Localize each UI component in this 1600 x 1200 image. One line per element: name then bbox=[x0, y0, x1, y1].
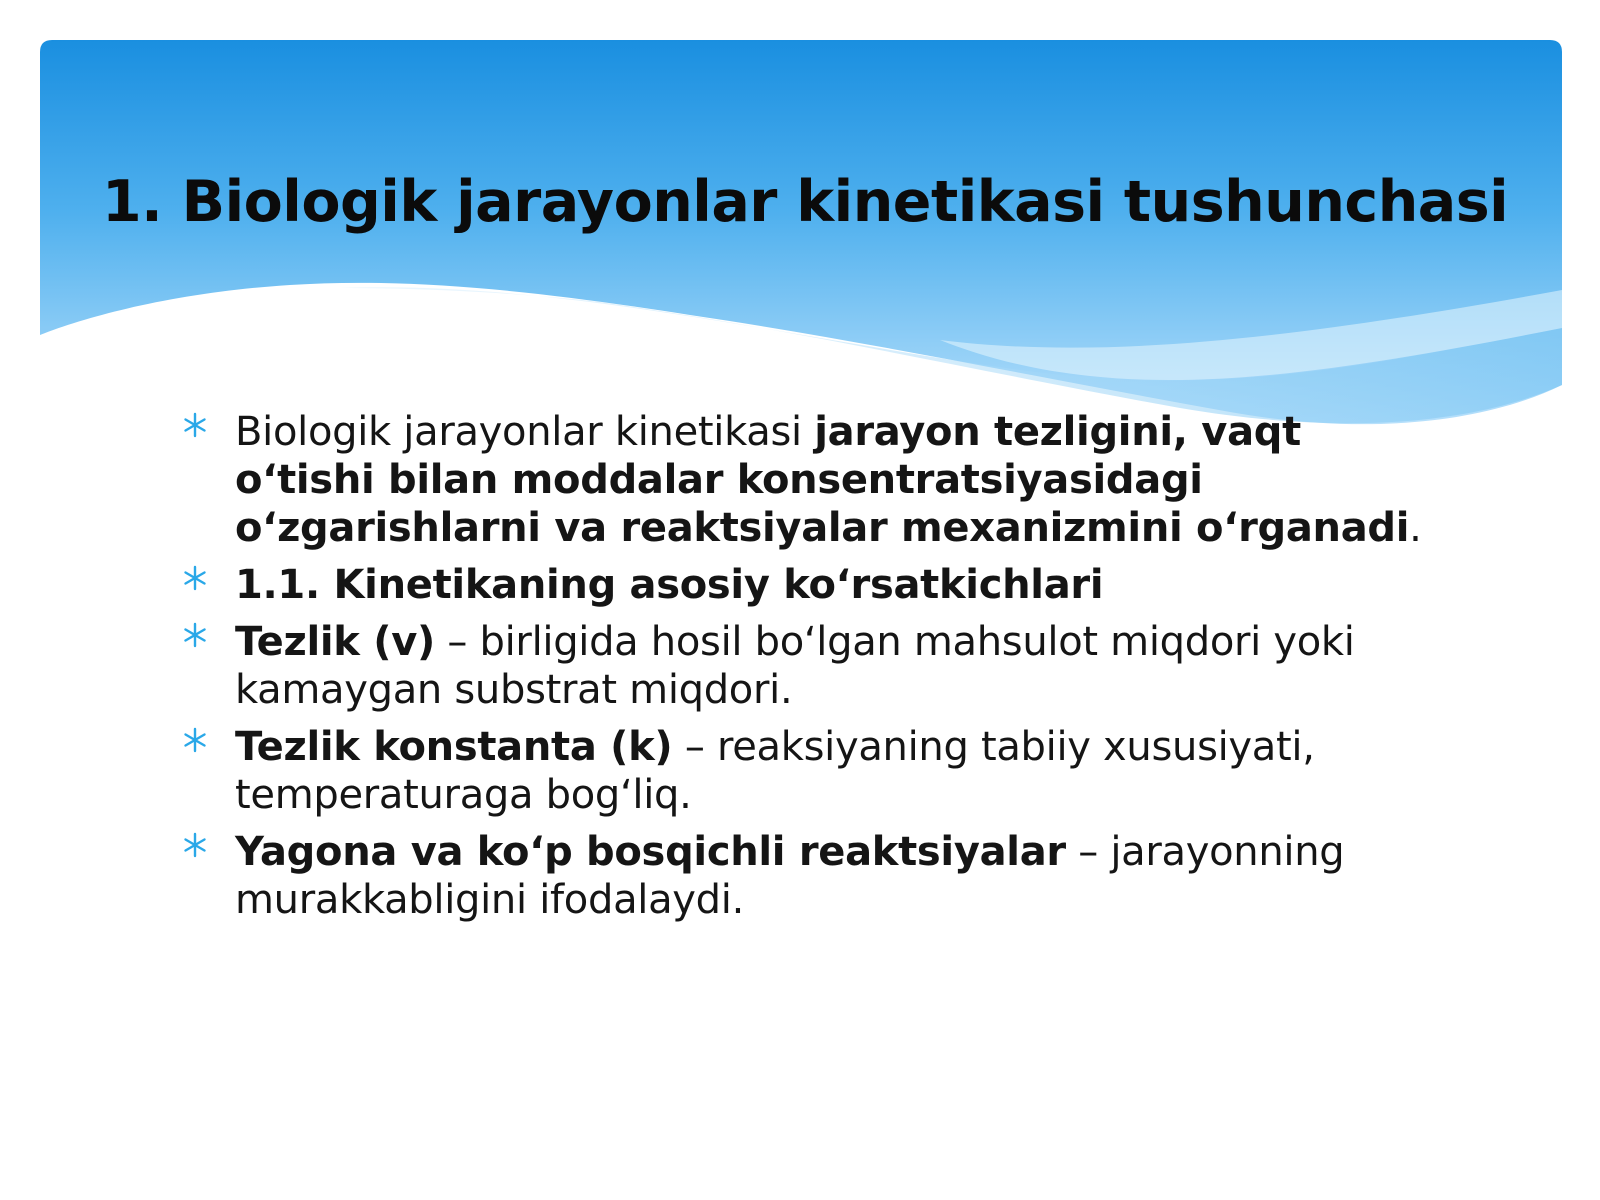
asterisk-icon bbox=[182, 412, 208, 438]
bullet-item bbox=[182, 408, 1422, 552]
bullet-definition: – jarayonning murakkabligini ifodalaydi. bbox=[235, 829, 1345, 923]
bullet-item bbox=[182, 828, 1422, 924]
section-subheading: 1.1. Kinetikaning asosiy ko‘rsatkichlari bbox=[235, 562, 1104, 608]
bullet-item bbox=[182, 561, 1422, 609]
bullet-tail-text: . bbox=[1409, 505, 1422, 551]
asterisk-icon bbox=[182, 727, 208, 753]
bullet-item bbox=[182, 618, 1422, 714]
bullet-term: Tezlik (v) bbox=[235, 619, 435, 665]
bullet-definition: – birligida hosil bo‘lgan mahsulot miqdori yoki kamaygan substrat miqdori. bbox=[235, 619, 1355, 713]
slide-title: 1. Biologik jarayonlar kinetikasi tushunchasi bbox=[102, 169, 1509, 235]
bullet-item bbox=[182, 723, 1422, 819]
bullet-definition: – reaksiyaning tabiiy xususiyati, temperaturaga bog‘liq. bbox=[235, 724, 1315, 818]
bullet-term: Yagona va ko‘p bosqichli reaktsiyalar bbox=[235, 829, 1066, 875]
bullet-term: Tezlik konstanta (k) bbox=[235, 724, 673, 770]
asterisk-icon bbox=[182, 622, 208, 648]
asterisk-icon bbox=[182, 565, 208, 591]
bullet-text: Biologik jarayonlar kinetikasi bbox=[235, 409, 815, 455]
bullet-bold-text: jarayon tezligini, vaqt o‘tishi bilan moddalar konsentratsiyasidagi o‘zgarishlarni va reaktsiyalar mexanizmini o‘rganadi bbox=[235, 409, 1410, 551]
bullet-list bbox=[182, 408, 1422, 933]
asterisk-icon bbox=[182, 832, 208, 858]
